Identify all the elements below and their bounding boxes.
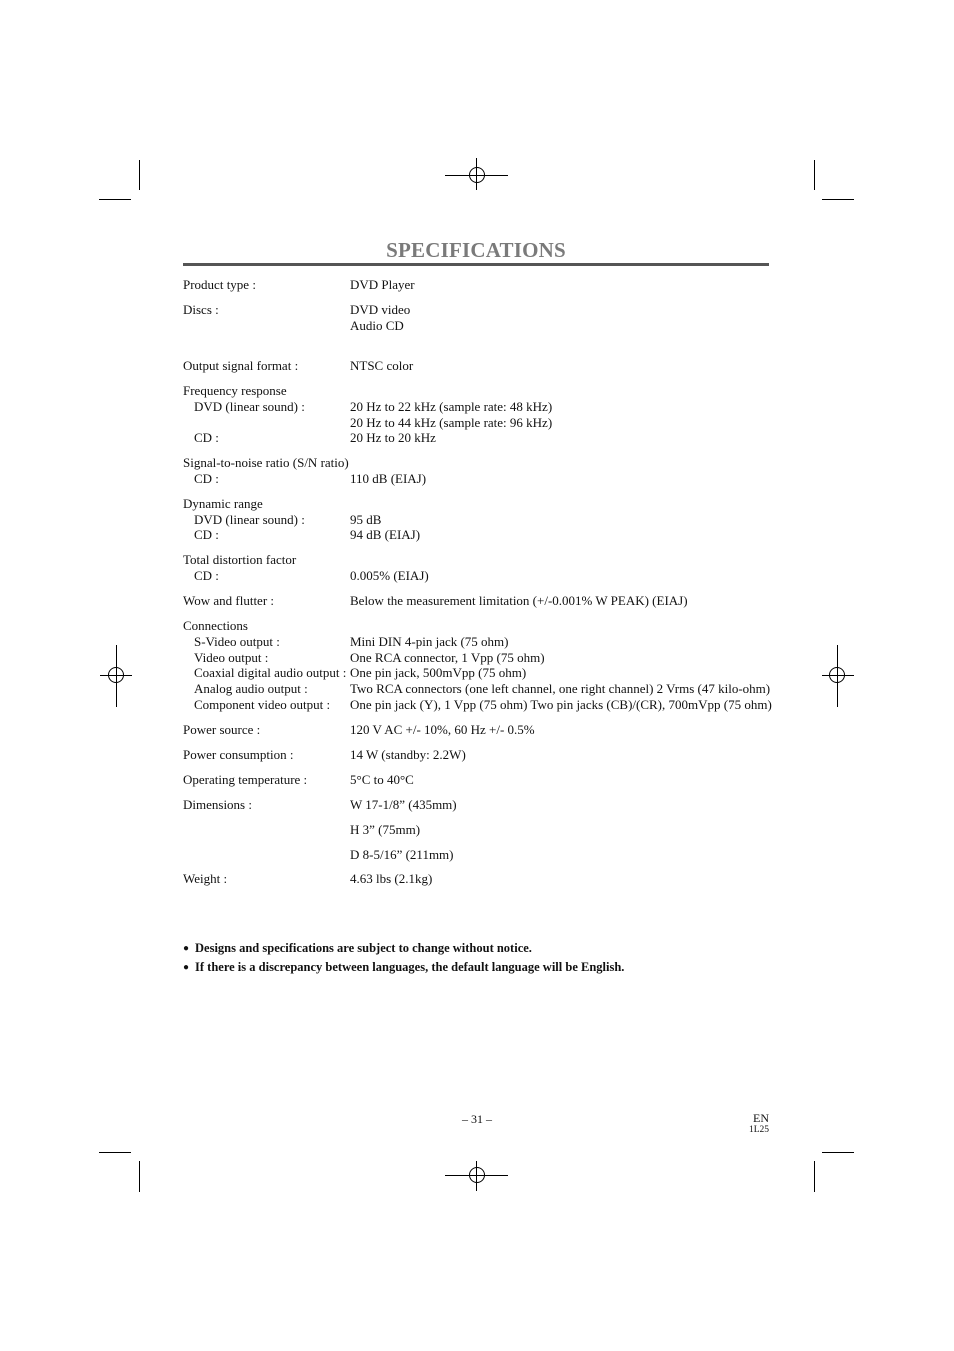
spec-value: DVD Player bbox=[350, 277, 415, 292]
spec-label: Power source : bbox=[183, 722, 261, 737]
page-number: – 31 – bbox=[462, 1112, 492, 1126]
spec-label: Operating temperature : bbox=[183, 772, 308, 787]
spec-value: One pin jack, 500mVpp (75 ohm) bbox=[350, 665, 527, 680]
spec-value: One RCA connector, 1 Vpp (75 ohm) bbox=[350, 650, 545, 665]
spec-heading: Dynamic range bbox=[183, 496, 263, 511]
spec-label: Output signal format : bbox=[183, 358, 299, 373]
spec-label: CD : bbox=[194, 527, 219, 542]
spec-label: Dimensions : bbox=[183, 797, 252, 812]
note-text: If there is a discrepancy between languages, the default language will be English. bbox=[195, 960, 625, 974]
spec-heading: Signal-to-noise ratio (S/N ratio) bbox=[183, 455, 349, 470]
spec-label: Discs : bbox=[183, 302, 219, 317]
spec-value: Audio CD bbox=[350, 318, 404, 333]
spec-value: NTSC color bbox=[350, 358, 414, 373]
spec-value: Mini DIN 4-pin jack (75 ohm) bbox=[350, 634, 509, 649]
spec-label: CD : bbox=[194, 568, 219, 583]
spec-label: CD : bbox=[194, 471, 219, 486]
spec-heading: Total distortion factor bbox=[183, 552, 297, 567]
spec-label: Video output : bbox=[194, 650, 269, 665]
spec-label: Analog audio output : bbox=[194, 681, 308, 696]
spec-value: 120 V AC +/- 10%, 60 Hz +/- 0.5% bbox=[350, 722, 535, 737]
spec-label: Product type : bbox=[183, 277, 256, 292]
spec-value: 20 Hz to 20 kHz bbox=[350, 430, 436, 445]
spec-value: W 17-1/8” (435mm) bbox=[350, 797, 457, 812]
spec-label: Wow and flutter : bbox=[183, 593, 275, 608]
note-item bbox=[183, 960, 624, 975]
document-code: 1L25 bbox=[748, 1125, 769, 1135]
spec-value: 4.63 lbs (2.1kg) bbox=[350, 871, 433, 886]
spec-value: 20 Hz to 22 kHz (sample rate: 48 kHz) bbox=[350, 399, 553, 414]
spec-value: 5°C to 40°C bbox=[350, 772, 414, 787]
note-item bbox=[183, 941, 532, 956]
spec-value: H 3” (75mm) bbox=[350, 822, 421, 837]
spec-value: 0.005% (EIAJ) bbox=[350, 568, 429, 583]
spec-value: Below the measurement limitation (+/-0.001% W PEAK) (EIAJ) bbox=[350, 593, 688, 608]
spec-value: 20 Hz to 44 kHz (sample rate: 96 kHz) bbox=[350, 415, 553, 430]
spec-label: DVD (linear sound) : bbox=[194, 399, 305, 414]
spec-label: Power consumption : bbox=[183, 747, 294, 762]
language-code: EN bbox=[753, 1111, 769, 1125]
spec-value: One pin jack (Y), 1 Vpp (75 ohm) Two pin jacks (CB)/(CR), 700mVpp (75 ohm) bbox=[350, 697, 772, 712]
spec-value: 110 dB (EIAJ) bbox=[350, 471, 427, 486]
spec-heading: Connections bbox=[183, 618, 248, 633]
spec-value: DVD video bbox=[350, 302, 411, 317]
spec-value: D 8-5/16” (211mm) bbox=[350, 847, 454, 862]
spec-heading: Frequency response bbox=[183, 383, 287, 398]
spec-label: Weight : bbox=[183, 871, 228, 886]
title-rule bbox=[183, 263, 769, 266]
spec-label: DVD (linear sound) : bbox=[194, 512, 305, 527]
bullet-icon: ● bbox=[183, 943, 190, 954]
spec-value: Two RCA connectors (one left channel, one right channel) 2 Vrms (47 kilo-ohm) bbox=[350, 681, 771, 696]
bullet-icon: ● bbox=[183, 962, 190, 973]
spec-value: 95 dB bbox=[350, 512, 382, 527]
spec-label: Coaxial digital audio output : bbox=[194, 665, 347, 680]
spec-label: CD : bbox=[194, 430, 219, 445]
spec-label: Component video output : bbox=[194, 697, 331, 712]
spec-value: 14 W (standby: 2.2W) bbox=[350, 747, 466, 762]
spec-value: 94 dB (EIAJ) bbox=[350, 527, 421, 542]
spec-label: S-Video output : bbox=[194, 634, 280, 649]
page-title: SPECIFICATIONS bbox=[386, 238, 566, 262]
note-text: Designs and specifications are subject to change without notice. bbox=[195, 941, 532, 955]
